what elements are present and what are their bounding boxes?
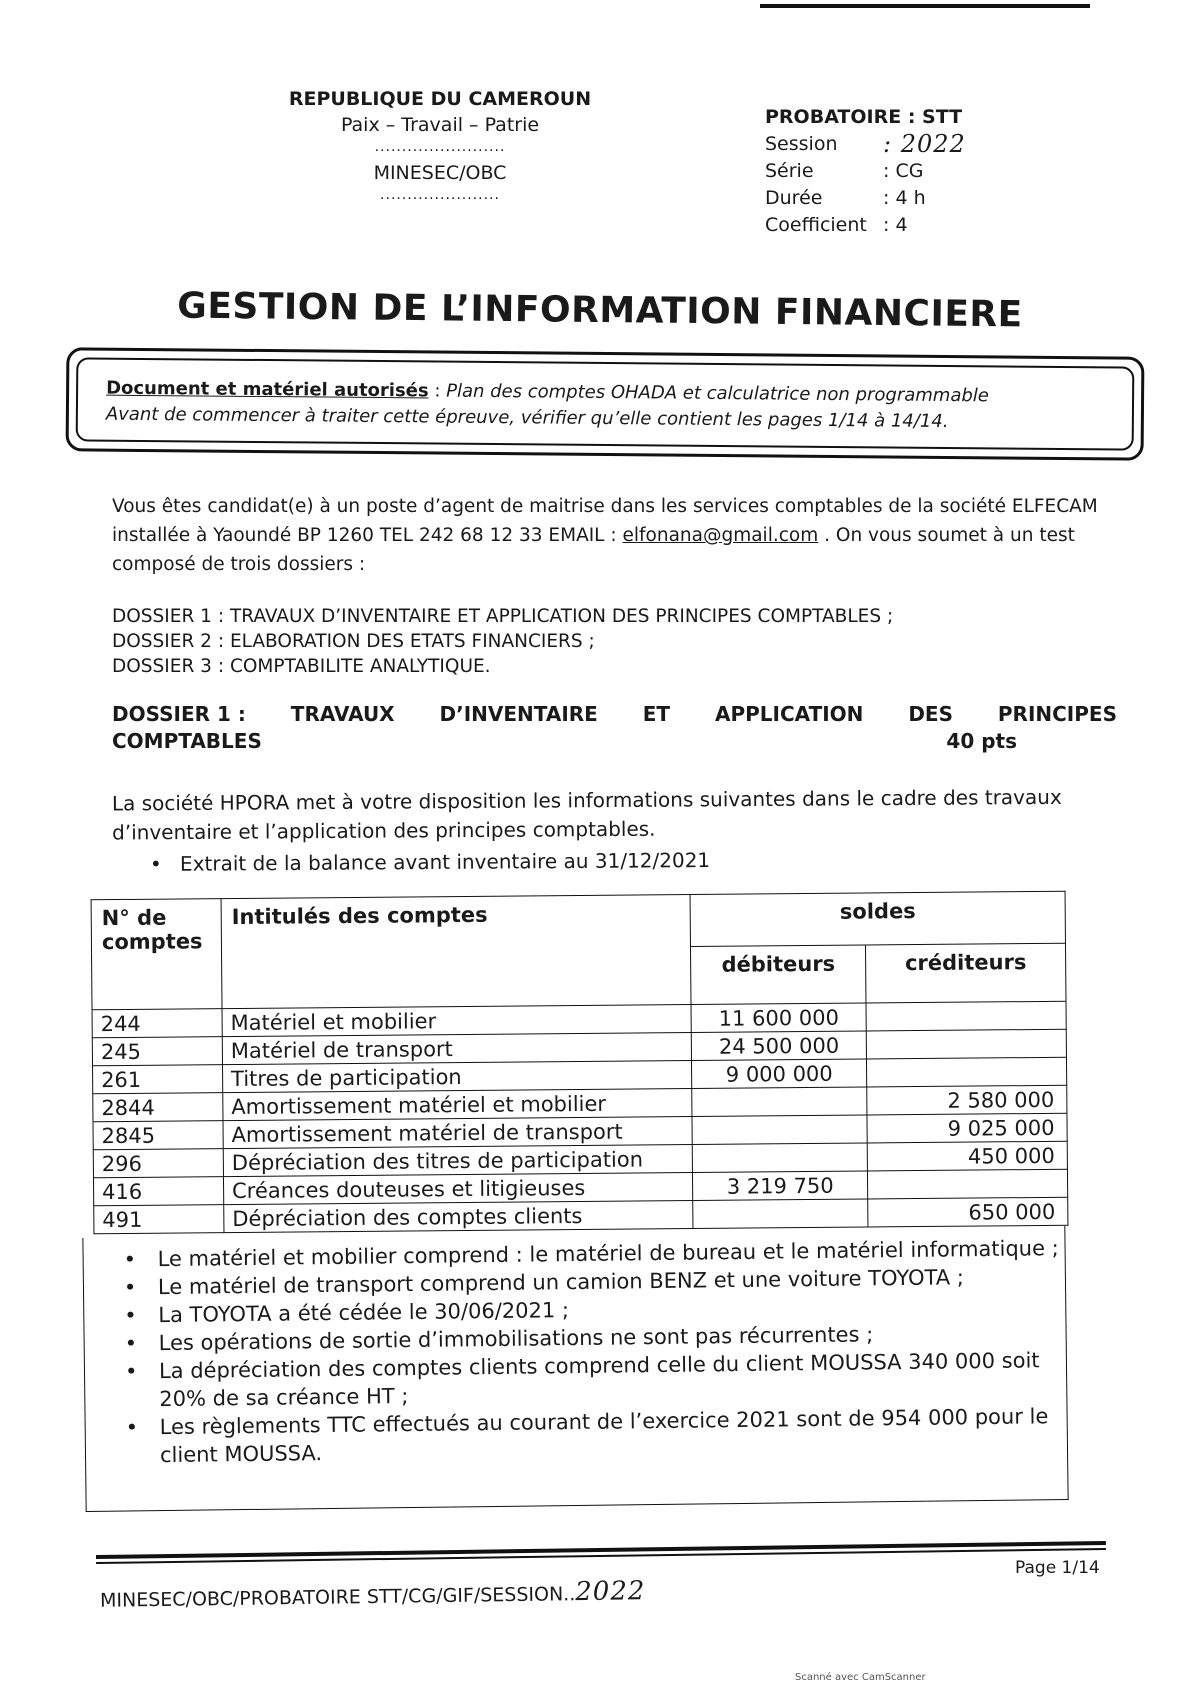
credit-amount: 2 580 000 <box>867 1085 1067 1115</box>
session-label: Session <box>765 133 838 155</box>
ministry-name: MINESEC/OBC <box>373 162 507 184</box>
note-text: Le matériel de transport comprend un camion BENZ et une voiture TOYOTA ; <box>157 1265 965 1300</box>
bullet-icon: • <box>125 1415 139 1440</box>
dossier-item: DOSSIER 1 : TRAVAUX D’INVENTAIRE ET APPLICATION DES PRINCIPES COMPTABLES ; <box>112 606 894 627</box>
national-motto: Paix – Travail – Patrie <box>340 114 540 136</box>
duree-value: : 4 h <box>883 187 926 209</box>
dossier1-points: 40 pts <box>946 729 1017 753</box>
balance-notes <box>82 1226 1068 1512</box>
republic-header <box>270 86 610 204</box>
debit-amount: 24 500 000 <box>691 1031 866 1061</box>
top-border-line <box>760 4 1090 8</box>
credit-amount: 450 000 <box>867 1141 1067 1171</box>
serie-value: : CG <box>883 160 924 182</box>
note-text: La TOYOTA a été cédée le 30/06/2021 ; <box>158 1298 570 1328</box>
balance-bullet-text: Extrait de la balance avant inventaire au 31/12/2021 <box>179 848 711 876</box>
account-label: Créances douteuses et litigieuses <box>223 1173 692 1205</box>
dossier1-heading-line1 <box>112 701 1117 728</box>
debit-amount <box>693 1199 868 1229</box>
session-row <box>765 131 966 158</box>
dossier-list <box>112 604 1122 679</box>
serie-label: Série <box>765 160 814 182</box>
page-number: Page 1/14 <box>1015 1558 1100 1578</box>
dossier-item: DOSSIER 2 : ELABORATION DES ETATS FINANCIERS ; <box>112 631 595 652</box>
account-label: Matériel et mobilier <box>222 1005 691 1037</box>
note-text: Les opérations de sortie d’immobilisations ne sont pas récurrentes ; <box>158 1322 874 1356</box>
balance-table <box>91 891 1069 1234</box>
authorized-materials-box <box>66 347 1145 460</box>
session-value: : 2022 <box>883 130 966 158</box>
account-number: 245 <box>92 1037 222 1066</box>
footer-year: 2022 <box>575 1576 646 1608</box>
credit-amount <box>868 1169 1068 1199</box>
table-header-row <box>91 891 1065 951</box>
header-balances: soldes <box>690 891 1065 946</box>
account-number: 244 <box>92 1009 222 1038</box>
dossier1-heading-line2 <box>112 728 1117 755</box>
account-number: 261 <box>93 1065 223 1094</box>
heading-word: APPLICATION <box>714 702 864 726</box>
account-number: 416 <box>93 1177 223 1206</box>
box-label: Document et matériel autorisés <box>106 377 429 402</box>
header-debit: débiteurs <box>691 945 866 1005</box>
bullet-icon: • <box>149 851 162 876</box>
header-credit: créditeurs <box>866 943 1066 1003</box>
serie-row <box>765 158 966 185</box>
page-title: GESTION DE L’INFORMATION FINANCIERE <box>177 285 1023 336</box>
bullet-icon: • <box>123 1247 137 1272</box>
note-text: Les règlements TTC effectués au courant de l’exercice 2021 sont de 954 000 pour le client MOUSSA. <box>159 1404 1049 1468</box>
account-label: Amortissement matériel de transport <box>223 1117 692 1149</box>
account-number: 2845 <box>93 1121 223 1150</box>
intro-text-after: . On vous soumet à un test composé de trois dossiers : <box>112 525 1075 575</box>
account-label: Dépréciation des comptes clients <box>224 1201 693 1233</box>
email-link[interactable]: elfonana@gmail.com <box>622 525 819 546</box>
exam-info <box>765 104 966 239</box>
bullet-icon: • <box>123 1275 137 1300</box>
debit-amount: 3 219 750 <box>693 1171 868 1201</box>
box-line-2: Avant de commencer à traiter cette épreuve, vérifier qu’elle contient les pages 1/14 à 14/14. <box>105 403 949 432</box>
bullet-icon: • <box>124 1359 138 1384</box>
balance-bullet <box>150 848 710 876</box>
heading-word: DOSSIER 1 : <box>112 702 246 726</box>
box-separator: : <box>428 380 447 402</box>
credit-amount <box>866 1001 1066 1031</box>
header-account-number: N° de comptes <box>91 899 222 1010</box>
debit-amount <box>692 1087 867 1117</box>
debit-amount <box>692 1143 867 1173</box>
scanner-watermark: Scanné avec CamScanner <box>795 1672 926 1683</box>
debit-amount: 11 600 000 <box>691 1003 866 1033</box>
account-number: 296 <box>93 1149 223 1178</box>
footer-reference-text: MINESEC/OBC/PROBATOIRE STT/CG/GIF/SESSION.. <box>99 1583 576 1612</box>
coefficient-value: : 4 <box>883 214 908 236</box>
dossier1-heading <box>112 701 1117 755</box>
account-label: Dépréciation des titres de participation <box>223 1145 692 1177</box>
intro-text-before: Vous êtes candidat(e) à un poste d’agent de maitrise dans les services comptables de la société ELFECAM installée à Yaoundé BP 1260 TEL 242 68 12 33 EMAIL : <box>112 496 1098 546</box>
heading-word: COMPTABLES <box>112 729 262 753</box>
intro-paragraph <box>112 492 1122 579</box>
duree-label: Durée <box>765 187 823 209</box>
account-number: 491 <box>94 1205 224 1234</box>
debit-amount: 9 000 000 <box>692 1059 867 1089</box>
heading-word: DES <box>908 702 953 726</box>
account-label: Titres de participation <box>222 1061 691 1093</box>
account-number: 2844 <box>93 1093 223 1122</box>
authorized-materials-content <box>76 357 1135 450</box>
coefficient-label: Coefficient <box>765 214 867 236</box>
debit-amount <box>692 1115 867 1145</box>
header-account-label: Intitulés des comptes <box>221 895 691 1009</box>
credit-amount: 650 000 <box>868 1197 1068 1227</box>
credit-amount <box>866 1029 1066 1059</box>
heading-word: TRAVAUX <box>290 702 395 726</box>
duree-row <box>765 185 966 212</box>
coefficient-row <box>765 212 966 239</box>
credit-amount: 9 025 000 <box>867 1113 1067 1143</box>
separator-dots: ........................ <box>374 139 506 155</box>
account-label: Matériel de transport <box>222 1033 691 1065</box>
footer-rule <box>96 1541 1106 1567</box>
note-text: Le matériel et mobilier comprend : le matériel de bureau et le matériel informatique ; <box>157 1236 1059 1272</box>
list-item <box>126 1402 1068 1469</box>
box-line1-text: Plan des comptes OHADA et calculatrice non programmable <box>446 380 989 407</box>
heading-word: PRINCIPES <box>997 702 1117 726</box>
note-text: La dépréciation des comptes clients comprend celle du client MOUSSA 340 000 soit 20% de sa créance HT ; <box>158 1348 1040 1412</box>
dossier1-intro-paragraph: La société HPORA met à votre disposition les informations suivantes dans le cadre des travaux d’inventaire et l’application des principes comptables. <box>111 784 1062 845</box>
exam-title: PROBATOIRE : STT <box>765 106 963 128</box>
republic-name: REPUBLIQUE DU CAMEROUN <box>288 88 592 110</box>
heading-word: ET <box>642 702 671 726</box>
account-label: Amortissement matériel et mobilier <box>223 1089 692 1121</box>
credit-amount <box>867 1057 1067 1087</box>
dossier-item: DOSSIER 3 : COMPTABILITE ANALYTIQUE. <box>112 656 491 677</box>
footer-reference <box>100 1576 646 1614</box>
bullet-icon: • <box>124 1331 138 1356</box>
separator-dots: ...................... <box>380 187 500 203</box>
heading-word: D’INVENTAIRE <box>439 702 598 726</box>
bullet-icon: • <box>124 1303 137 1328</box>
